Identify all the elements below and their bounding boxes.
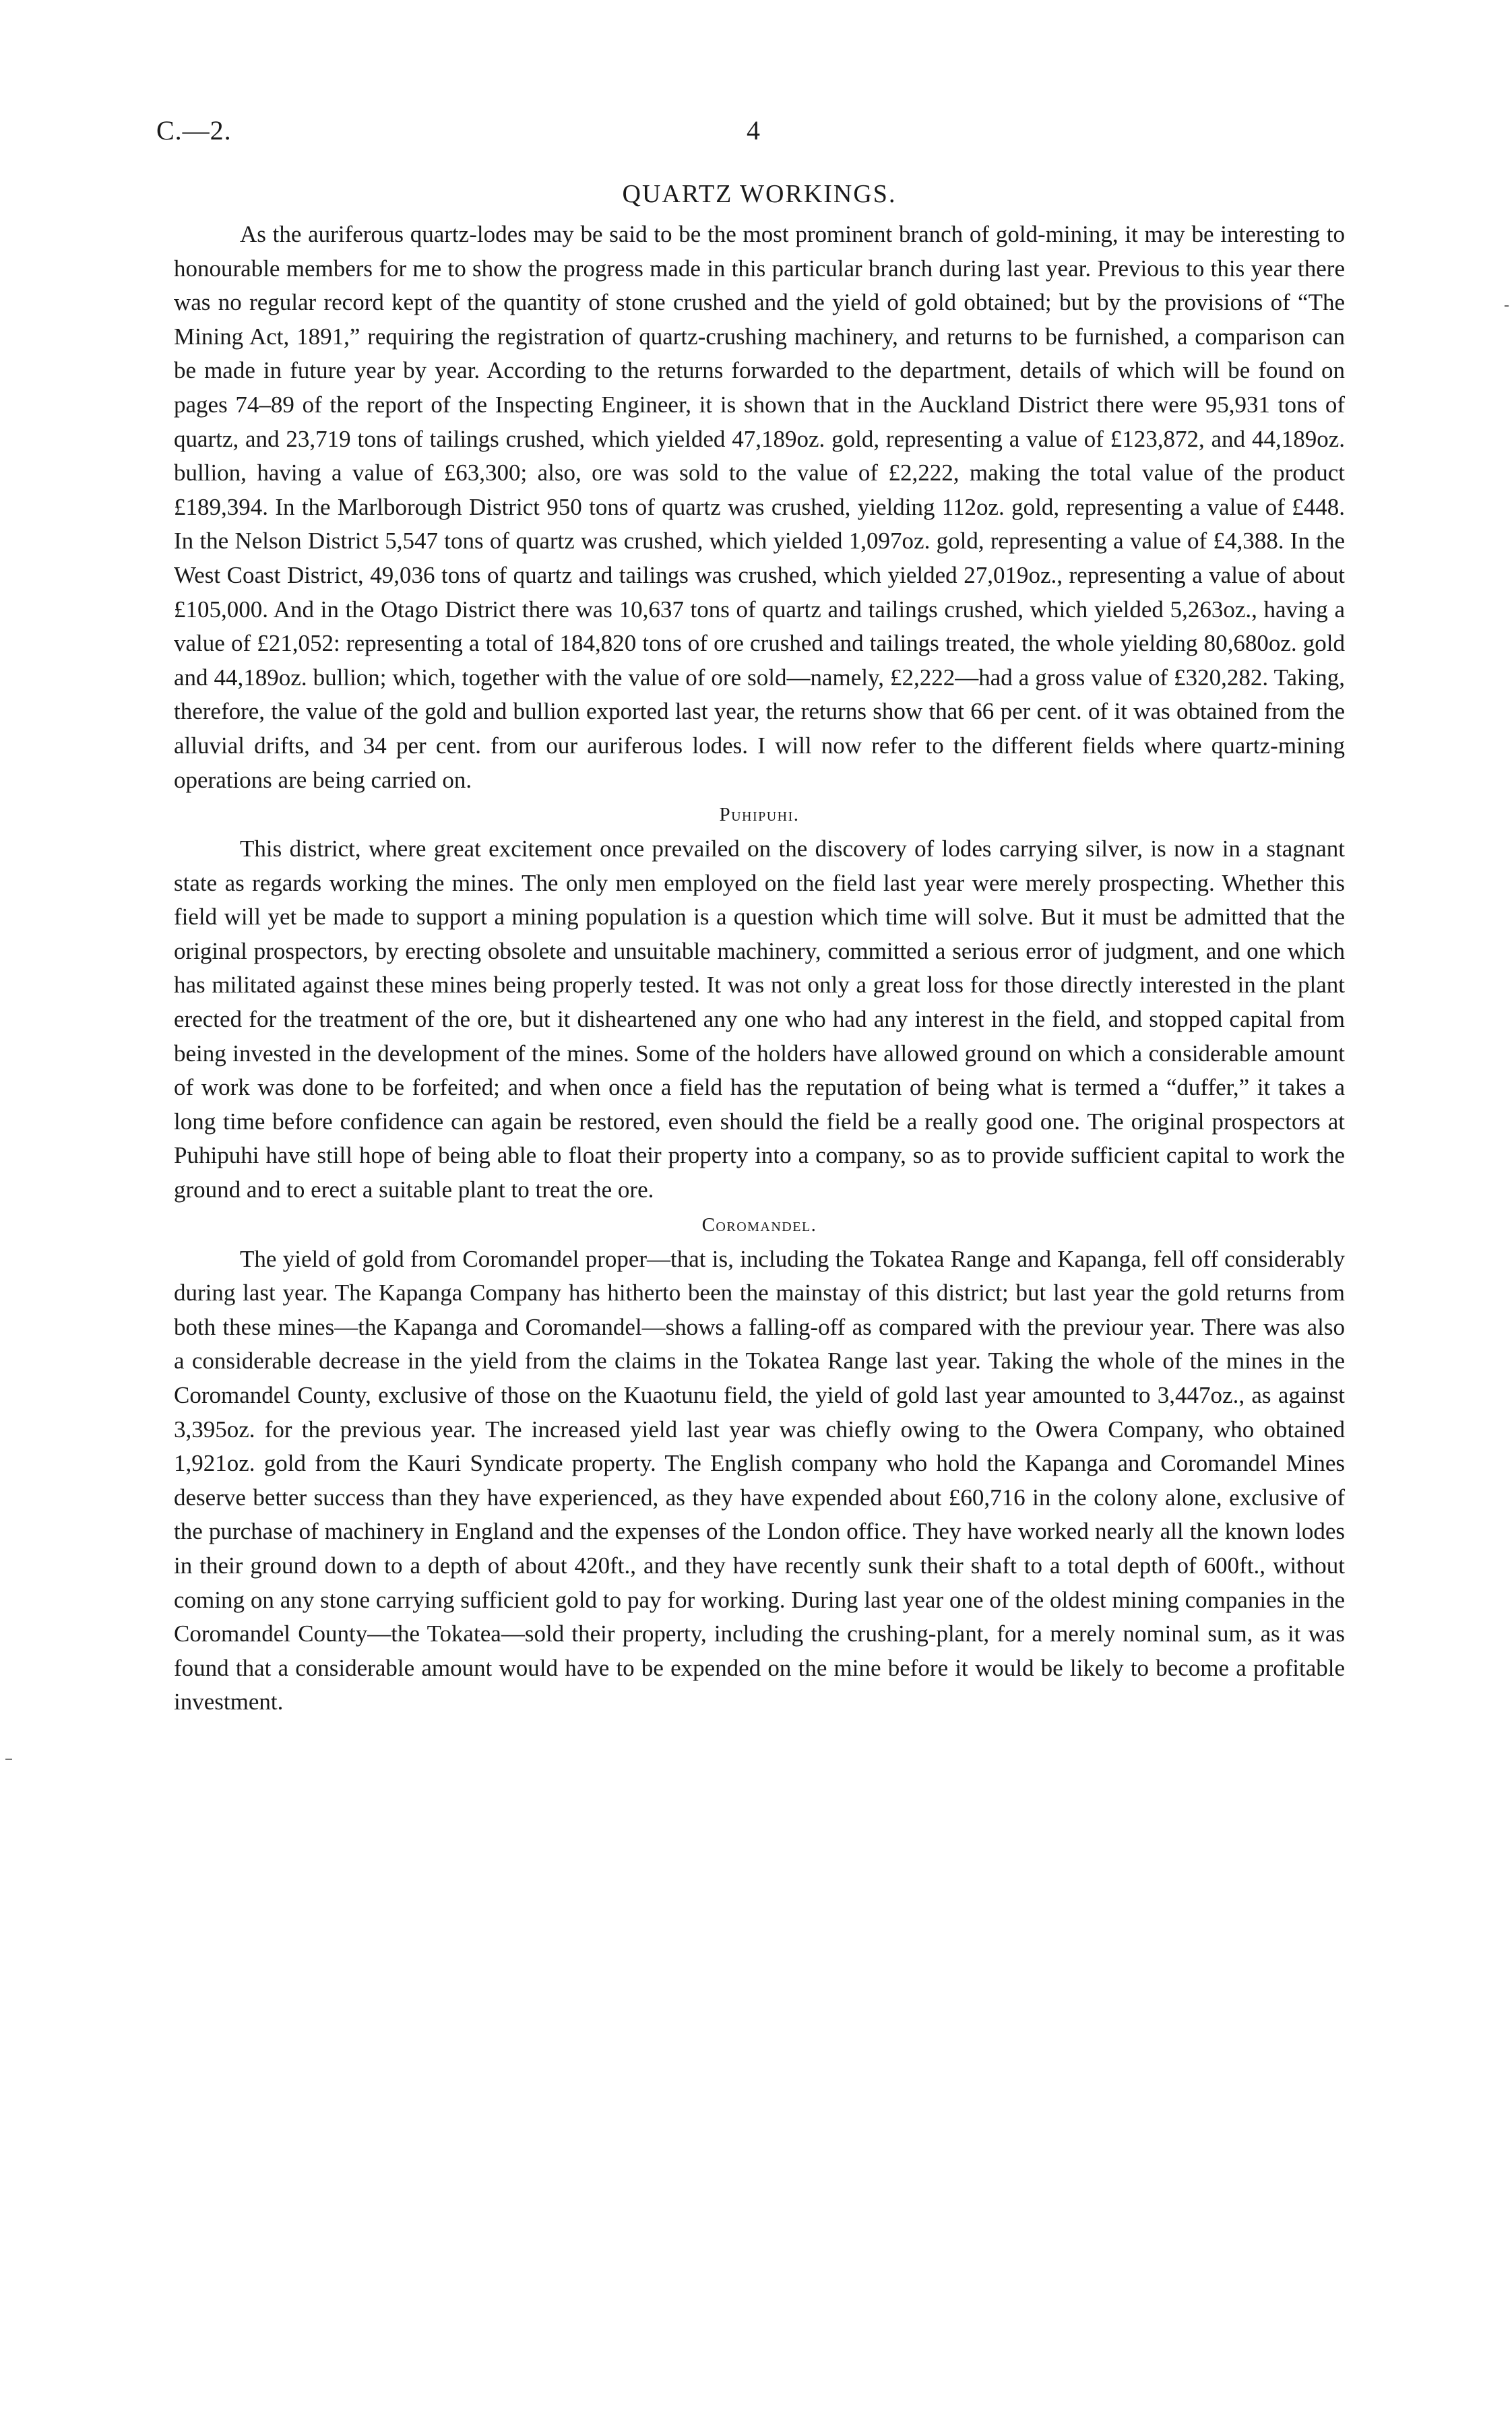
puhipuhi-paragraph: This district, where great excitement once prevailed on the discovery of lodes carrying silver, is now in a stagnant state as regards working the mines. The only men employed on the field last year were merely prospecting. Whether this field will yet be made to support a mining population is a question which time will solve. But it must be admitted that the original prospectors, by erecting obsolete and unsuitable machinery, committed a serious error of judgment, and one which has militated against these mines being properly tested. It was not only a great loss for those directly interested in the plant erected for the treatment of the ore, but it disheartened any one who had any interest in the field, and stopped capital from being invested in the development of the mines. Some of the holders have allowed ground on which a considerable amount of work was done to be forfeited; and when once a field has the reputation of being what is termed a “duffer,” it takes a long time before confidence can again be restored, even should the field be a really good one. The original prospectors at Puhipuhi have still hope of being able to float their property into a company, so as to provide sufficient capital to work the ground and to erect a suitable plant to treat the ore. — [174, 836, 1345, 1203]
page-content — [174, 179, 1345, 1720]
puhipuhi-heading: Puhipuhi. — [719, 804, 800, 826]
coromandel-paragraph: The yield of gold from Coromandel proper—that is, including the Tokatea Range and Kapanga, fell off considerably during last year. The Kapanga Company has hitherto been the mainstay of this district; but last year the gold returns from both these mines—the Kapanga and Coromandel—shows a falling-off as compared with the previour year. There was also a considerable decrease in the yield from the claims in the Tokatea Range last year. Taking the whole of the mines in the Coromandel County, exclusive of those on the Kuaotunu field, the yield of gold last year amounted to 3,447oz., as against 3,395oz. for the previous year. The increased yield last year was chiefly owing to the Owera Company, who obtained 1,921oz. gold from the Kauri Syndicate property. The English company who hold the Kapanga and Coromandel Mines deserve better success than they have experienced, as they have expended about £60,716 in the colony alone, exclusive of the purchase of machinery in England and the expenses of the London office. They have worked nearly all the known lodes in their ground down to a depth of about 420ft., and they have recently sunk their shaft to a total depth of 600ft., without coming on any stone carrying sufficient gold to pay for working. During last year one of the oldest mining companies in the Coromandel County—the Tokatea—sold their property, including the crushing-plant, for a merely nominal sum, as it was found that a considerable amount would have to be expended on the mine before it would be likely to become a profitable investment. — [174, 1245, 1345, 1715]
margin-tick — [5, 1759, 12, 1760]
margin-mark: - — [1504, 296, 1509, 314]
intro-paragraph: As the auriferous quartz-lodes may be said to be the most prominent branch of gold-mining, it may be interesting to honourable members for me to show the progress made in this particular branch during last year. Previous to this year there was no regular record kept of the quantity of stone crushed and the yield of gold obtained; but by the provisions of “The Mining Act, 1891,” requiring the registration of quartz-crushing machinery, and returns to be furnished, a comparison can be made in future year by year. According to the returns forwarded to the department, details of which will be found on pages 74–89 of the report of the Inspecting Engineer, it is shown that in the Auckland District there were 95,931 tons of quartz, and 23,719 tons of tailings crushed, which yielded 47,189oz. gold, representing a value of £123,872, and 44,189oz. bullion, having a value of £63,300; also, ore was sold to the value of £2,222, making the total value of the product £189,394. In the Marlborough District 950 tons of quartz was crushed, yielding 112oz. gold, representing a value of £448. In the Nelson District 5,547 tons of quartz was crushed, which yielded 1,097oz. gold, representing a value of £4,388. In the West Coast District, 49,036 tons of quartz and tailings was crushed, which yielded 27,019oz., representing a value of about £105,000. And in the Otago District there was 10,637 tons of quartz and tailings crushed, which yielded 5,263oz., having a value of £21,052: representing a total of 184,820 tons of ore crushed and tailings treated, the whole yielding 80,680oz. gold and 44,189oz. bullion; which, together with the value of ore sold—namely, £2,222—had a gross value of £320,282. Taking, therefore, the value of the gold and bullion exported last year, the returns show that 66 per cent. of it was obtained from the alluvial drifts, and 34 per cent. from our auriferous lodes. I will now refer to the different fields where quartz-mining operations are being carried on. — [174, 221, 1345, 793]
coromandel-heading: Coromandel. — [701, 1214, 817, 1236]
section-title: QUARTZ WORKINGS. — [622, 180, 897, 208]
document-reference: C.—2. — [156, 115, 232, 146]
page-number: 4 — [747, 115, 760, 146]
